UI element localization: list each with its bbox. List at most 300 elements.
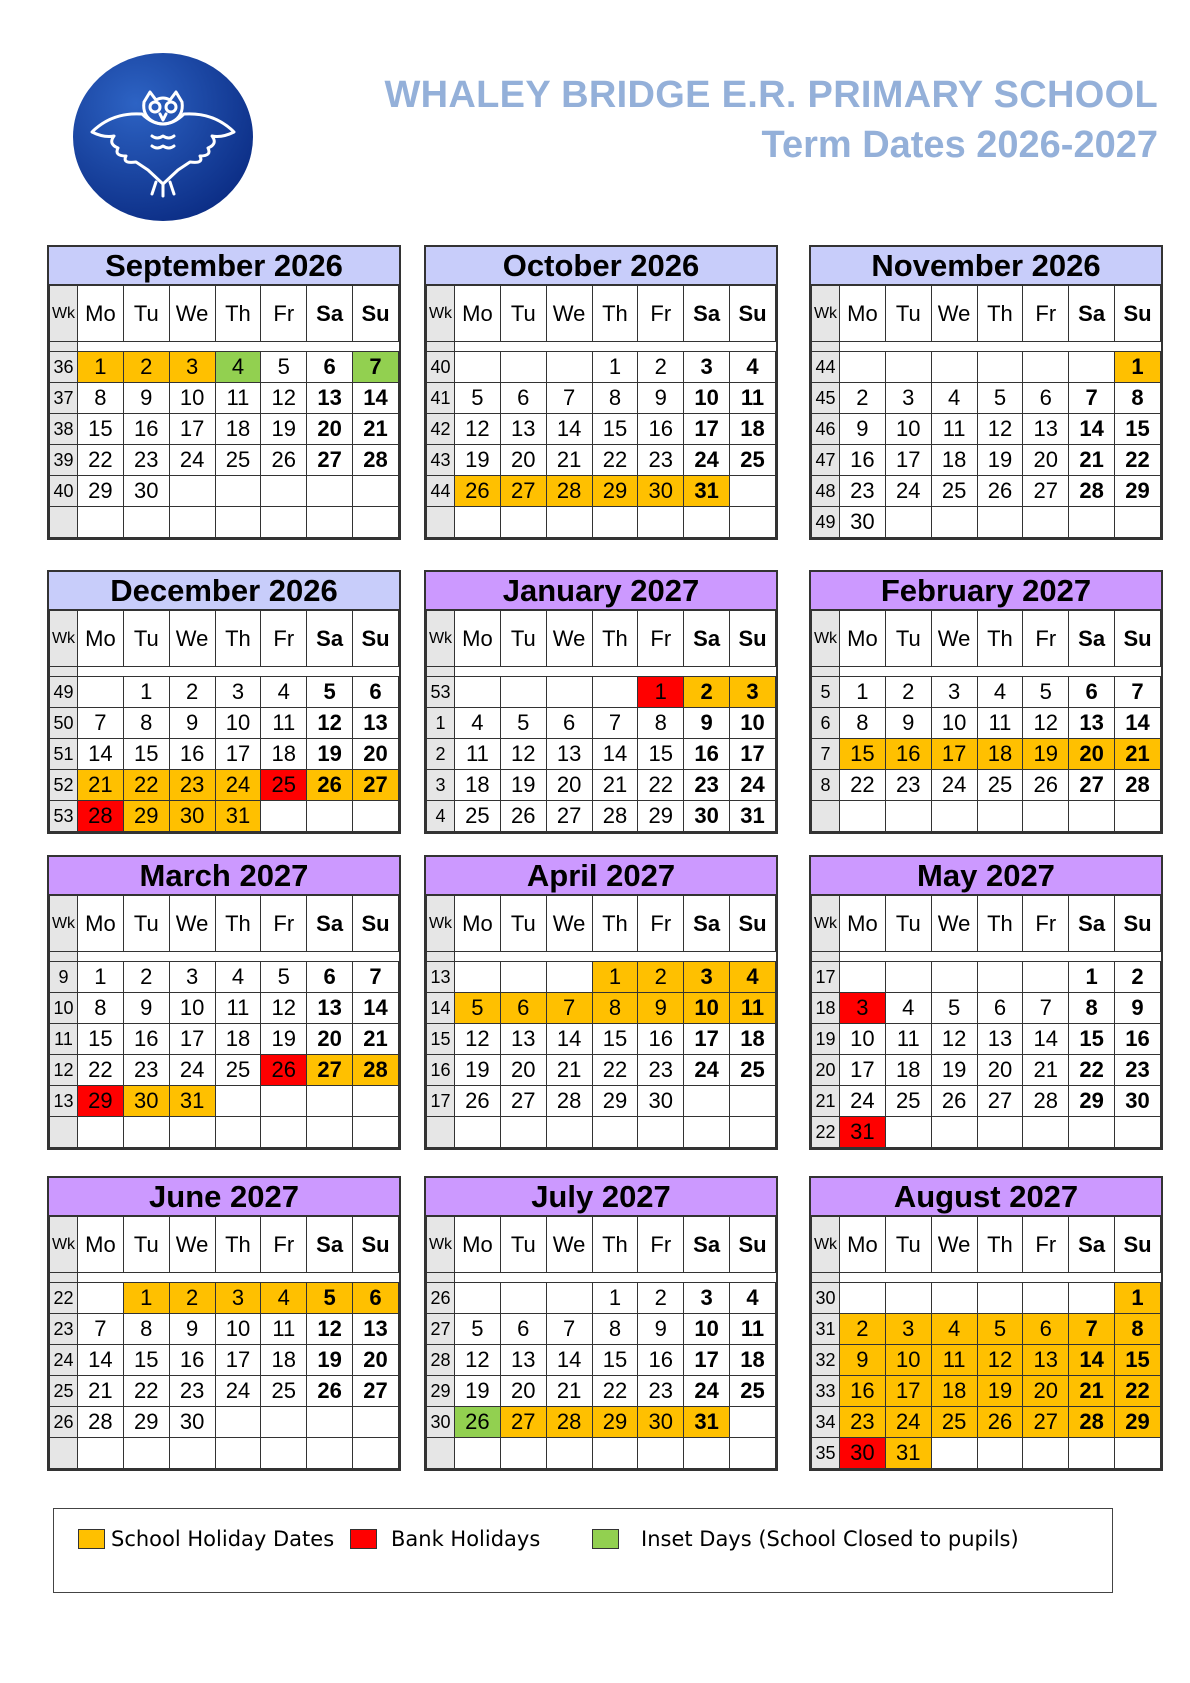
day-cell: 18 [455, 770, 501, 801]
weekday-header: Wk [50, 611, 78, 667]
week-row [50, 739, 399, 770]
week-number: 47 [812, 445, 840, 476]
day-cell: 14 [546, 1345, 592, 1376]
day-cell: 15 [78, 414, 124, 445]
day-cell: 12 [455, 414, 501, 445]
weekday-header: Fr [261, 1217, 307, 1273]
week-number [50, 1438, 78, 1469]
week-row [427, 962, 776, 993]
weekday-header: Sa [1069, 286, 1115, 342]
weekday-header: Wk [427, 1217, 455, 1273]
day-cell: 18 [730, 1345, 776, 1376]
day-cell [885, 1283, 931, 1314]
day-cell [638, 507, 684, 538]
weekday-header: Fr [638, 611, 684, 667]
month-may-2027 [809, 855, 1163, 1150]
day-cell [931, 801, 977, 832]
day-cell: 9 [885, 708, 931, 739]
day-cell: 27 [307, 445, 353, 476]
weekday-header: Mo [78, 286, 124, 342]
day-cell: 8 [840, 708, 886, 739]
day-cell: 30 [638, 1407, 684, 1438]
week-row [812, 383, 1161, 414]
day-cell: 8 [592, 1314, 638, 1345]
day-cell [977, 801, 1023, 832]
day-cell: 1 [592, 962, 638, 993]
day-cell: 7 [1115, 677, 1161, 708]
day-cell: 24 [215, 1376, 261, 1407]
day-cell: 10 [885, 1345, 931, 1376]
week-row [427, 1376, 776, 1407]
day-cell: 4 [931, 383, 977, 414]
day-cell [169, 507, 215, 538]
week-row [50, 1024, 399, 1055]
day-cell: 14 [78, 1345, 124, 1376]
weekday-header: Tu [885, 896, 931, 952]
weekday-header: Fr [261, 611, 307, 667]
week-row [427, 708, 776, 739]
day-cell [455, 1283, 501, 1314]
day-cell: 24 [730, 770, 776, 801]
day-cell [885, 507, 931, 538]
day-cell: 23 [169, 1376, 215, 1407]
weekday-header: Tu [123, 611, 169, 667]
day-cell [307, 1438, 353, 1469]
week-row [50, 352, 399, 383]
day-cell [1115, 1438, 1161, 1469]
week-row [812, 1283, 1161, 1314]
week-number: 21 [812, 1086, 840, 1117]
month-july-2027 [424, 1176, 778, 1471]
week-row [427, 1024, 776, 1055]
week-number: 7 [812, 739, 840, 770]
weekday-header: Su [1115, 896, 1161, 952]
day-cell: 24 [215, 770, 261, 801]
day-cell: 19 [1023, 739, 1069, 770]
weekday-header: Tu [123, 1217, 169, 1273]
legend-item-holiday [78, 1527, 334, 1551]
holiday-swatch [78, 1529, 105, 1549]
week-number: 16 [427, 1055, 455, 1086]
day-cell: 9 [638, 383, 684, 414]
day-cell: 19 [977, 445, 1023, 476]
day-cell: 27 [500, 1407, 546, 1438]
week-row [50, 414, 399, 445]
week-row [427, 476, 776, 507]
day-cell: 9 [123, 383, 169, 414]
weekday-header: Sa [1069, 1217, 1115, 1273]
day-cell: 27 [500, 1086, 546, 1117]
day-cell: 21 [353, 1024, 399, 1055]
day-cell: 13 [353, 708, 399, 739]
weekday-header: Tu [885, 286, 931, 342]
week-row [50, 1407, 399, 1438]
weekday-header: Mo [78, 896, 124, 952]
day-cell: 2 [638, 962, 684, 993]
month-september-2026 [47, 245, 401, 540]
day-cell [353, 1117, 399, 1148]
day-cell: 27 [546, 801, 592, 832]
weekday-header: We [546, 286, 592, 342]
day-cell: 13 [307, 993, 353, 1024]
week-row [812, 507, 1161, 538]
day-cell: 27 [1023, 1407, 1069, 1438]
day-cell: 27 [500, 476, 546, 507]
day-cell [261, 801, 307, 832]
day-cell: 28 [546, 1407, 592, 1438]
day-cell: 3 [684, 1283, 730, 1314]
week-number: 2 [427, 739, 455, 770]
day-cell: 18 [931, 445, 977, 476]
week-row [427, 1055, 776, 1086]
day-cell [592, 1438, 638, 1469]
day-cell: 22 [840, 770, 886, 801]
week-number: 39 [50, 445, 78, 476]
day-cell: 7 [78, 1314, 124, 1345]
day-cell: 10 [215, 708, 261, 739]
day-cell [455, 962, 501, 993]
day-cell: 7 [546, 993, 592, 1024]
weekday-header: Wk [812, 896, 840, 952]
weekday-header: Sa [307, 286, 353, 342]
day-cell [455, 1117, 501, 1148]
day-cell [546, 1283, 592, 1314]
day-cell: 27 [353, 770, 399, 801]
day-cell: 29 [78, 1086, 124, 1117]
day-cell: 28 [353, 445, 399, 476]
day-cell: 7 [78, 708, 124, 739]
day-cell [592, 1117, 638, 1148]
day-cell: 11 [885, 1024, 931, 1055]
week-row [812, 801, 1161, 832]
day-cell: 14 [1115, 708, 1161, 739]
day-cell [730, 1407, 776, 1438]
day-cell: 26 [261, 1055, 307, 1086]
day-cell: 11 [261, 708, 307, 739]
day-cell: 23 [638, 1376, 684, 1407]
month-august-2027 [809, 1176, 1163, 1471]
day-cell: 8 [592, 993, 638, 1024]
day-cell: 16 [123, 1024, 169, 1055]
week-row [812, 1055, 1161, 1086]
day-cell [977, 507, 1023, 538]
day-cell: 23 [638, 445, 684, 476]
week-number: 50 [50, 708, 78, 739]
day-cell: 1 [78, 352, 124, 383]
week-row [50, 677, 399, 708]
day-cell: 31 [730, 801, 776, 832]
weekday-header: We [546, 1217, 592, 1273]
day-cell [840, 1283, 886, 1314]
day-cell: 8 [1115, 1314, 1161, 1345]
day-cell: 28 [1023, 1086, 1069, 1117]
day-cell: 21 [1023, 1055, 1069, 1086]
weekday-header: Su [1115, 1217, 1161, 1273]
day-cell: 23 [123, 445, 169, 476]
weekday-header: Tu [500, 286, 546, 342]
day-cell: 12 [977, 414, 1023, 445]
legend-item-bank [350, 1527, 540, 1551]
day-cell: 30 [1115, 1086, 1161, 1117]
day-cell [931, 507, 977, 538]
day-cell: 20 [307, 1024, 353, 1055]
day-cell: 22 [1115, 1376, 1161, 1407]
month-title: November 2026 [811, 247, 1161, 285]
day-cell: 13 [1023, 414, 1069, 445]
day-cell: 6 [546, 708, 592, 739]
weekday-header: Th [977, 611, 1023, 667]
day-cell: 1 [1115, 352, 1161, 383]
weekday-header: We [546, 611, 592, 667]
week-row [812, 352, 1161, 383]
day-cell: 12 [261, 993, 307, 1024]
week-row [812, 1086, 1161, 1117]
day-cell: 24 [885, 1407, 931, 1438]
day-cell: 18 [215, 414, 261, 445]
weekday-header: Su [730, 896, 776, 952]
day-cell: 19 [307, 739, 353, 770]
day-cell: 13 [500, 1345, 546, 1376]
week-number: 43 [427, 445, 455, 476]
week-number: 29 [427, 1376, 455, 1407]
weekday-header: We [169, 286, 215, 342]
day-cell: 30 [638, 476, 684, 507]
day-cell: 26 [500, 801, 546, 832]
day-cell: 31 [885, 1438, 931, 1469]
week-row [50, 1086, 399, 1117]
week-row [50, 801, 399, 832]
day-cell: 9 [840, 1345, 886, 1376]
week-number: 53 [427, 677, 455, 708]
day-cell [78, 1438, 124, 1469]
month-december-2026 [47, 570, 401, 834]
day-cell [885, 1117, 931, 1148]
week-number: 10 [50, 993, 78, 1024]
day-cell [885, 962, 931, 993]
day-cell [500, 962, 546, 993]
day-cell [546, 677, 592, 708]
week-number: 28 [427, 1345, 455, 1376]
day-cell: 23 [684, 770, 730, 801]
day-cell: 19 [307, 1345, 353, 1376]
day-cell: 6 [307, 962, 353, 993]
day-cell: 22 [123, 770, 169, 801]
day-cell: 23 [885, 770, 931, 801]
day-cell: 9 [638, 993, 684, 1024]
weekday-header: Th [977, 896, 1023, 952]
day-cell: 28 [1069, 1407, 1115, 1438]
day-cell [885, 352, 931, 383]
day-cell: 15 [1115, 414, 1161, 445]
day-cell [931, 352, 977, 383]
weekday-header: Mo [455, 286, 501, 342]
weekday-header: Su [730, 1217, 776, 1273]
weekday-header: Mo [455, 611, 501, 667]
day-cell: 4 [215, 962, 261, 993]
day-cell [684, 1117, 730, 1148]
week-row [812, 1376, 1161, 1407]
week-number: 9 [50, 962, 78, 993]
day-cell: 6 [1069, 677, 1115, 708]
weekday-header: Mo [78, 1217, 124, 1273]
day-cell: 30 [840, 507, 886, 538]
month-title: April 2027 [426, 857, 776, 895]
week-row [427, 383, 776, 414]
day-cell: 14 [353, 383, 399, 414]
day-cell: 23 [123, 1055, 169, 1086]
day-cell: 20 [500, 1055, 546, 1086]
week-row [50, 1117, 399, 1148]
day-cell: 2 [169, 1283, 215, 1314]
day-cell: 14 [1069, 1345, 1115, 1376]
day-cell: 10 [684, 383, 730, 414]
day-cell: 10 [730, 708, 776, 739]
day-cell: 17 [730, 739, 776, 770]
day-cell [455, 352, 501, 383]
month-title: July 2027 [426, 1178, 776, 1216]
day-cell: 11 [977, 708, 1023, 739]
week-number: 11 [50, 1024, 78, 1055]
week-number: 30 [812, 1283, 840, 1314]
weekday-header: Mo [840, 896, 886, 952]
day-cell: 10 [684, 993, 730, 1024]
day-cell: 3 [169, 352, 215, 383]
weekday-header: Tu [500, 1217, 546, 1273]
day-cell: 11 [215, 383, 261, 414]
week-number: 22 [812, 1117, 840, 1148]
week-number: 23 [50, 1314, 78, 1345]
weekday-header: Th [592, 1217, 638, 1273]
day-cell: 24 [684, 1376, 730, 1407]
week-row [427, 1086, 776, 1117]
week-number [427, 1117, 455, 1148]
weekday-header: We [546, 896, 592, 952]
day-cell: 8 [78, 383, 124, 414]
day-cell [546, 1438, 592, 1469]
week-number: 5 [812, 677, 840, 708]
day-cell: 25 [261, 1376, 307, 1407]
day-cell: 20 [1069, 739, 1115, 770]
day-cell: 2 [169, 677, 215, 708]
day-cell: 6 [1023, 383, 1069, 414]
day-cell [840, 352, 886, 383]
day-cell: 8 [123, 708, 169, 739]
weekday-header: Sa [684, 896, 730, 952]
weekday-header: Wk [427, 611, 455, 667]
day-cell [307, 1086, 353, 1117]
day-cell: 21 [353, 414, 399, 445]
day-cell: 29 [1069, 1086, 1115, 1117]
day-cell [215, 1438, 261, 1469]
day-cell [261, 1438, 307, 1469]
weekday-header: Th [215, 611, 261, 667]
week-row [812, 476, 1161, 507]
day-cell [977, 1117, 1023, 1148]
legend [53, 1508, 1113, 1593]
day-cell: 15 [592, 414, 638, 445]
day-cell: 27 [1069, 770, 1115, 801]
weekday-header: Sa [684, 286, 730, 342]
weekday-header: Su [353, 1217, 399, 1273]
day-cell: 26 [455, 1407, 501, 1438]
weekday-header: Wk [50, 1217, 78, 1273]
day-cell [261, 1117, 307, 1148]
week-row [427, 1117, 776, 1148]
day-cell: 5 [455, 993, 501, 1024]
weekday-header: Th [215, 896, 261, 952]
weekday-header: Fr [1023, 1217, 1069, 1273]
day-cell: 6 [353, 1283, 399, 1314]
day-cell [500, 352, 546, 383]
week-row [427, 1438, 776, 1469]
day-cell: 29 [592, 476, 638, 507]
day-cell: 22 [592, 1055, 638, 1086]
day-cell: 20 [546, 770, 592, 801]
month-title: October 2026 [426, 247, 776, 285]
weekday-header: Sa [307, 611, 353, 667]
month-title: May 2027 [811, 857, 1161, 895]
day-cell: 4 [261, 1283, 307, 1314]
week-number [427, 1438, 455, 1469]
day-cell: 8 [638, 708, 684, 739]
day-cell: 17 [684, 1345, 730, 1376]
day-cell: 12 [455, 1345, 501, 1376]
weekday-header: Fr [261, 286, 307, 342]
week-row [50, 962, 399, 993]
weekday-header: Th [977, 1217, 1023, 1273]
day-cell: 31 [684, 1407, 730, 1438]
day-cell: 18 [261, 739, 307, 770]
day-cell: 6 [500, 993, 546, 1024]
week-number: 14 [427, 993, 455, 1024]
weekday-header: Wk [812, 1217, 840, 1273]
day-cell [215, 1117, 261, 1148]
week-row [50, 770, 399, 801]
day-cell: 23 [840, 476, 886, 507]
day-cell [730, 1086, 776, 1117]
day-cell: 3 [730, 677, 776, 708]
day-cell: 14 [1023, 1024, 1069, 1055]
week-row [427, 1314, 776, 1345]
day-cell: 22 [638, 770, 684, 801]
day-cell [123, 1117, 169, 1148]
day-cell: 3 [885, 383, 931, 414]
weekday-header: Su [353, 286, 399, 342]
day-cell [1069, 1438, 1115, 1469]
day-cell: 15 [638, 739, 684, 770]
day-cell [1069, 352, 1115, 383]
day-cell: 4 [215, 352, 261, 383]
week-row [50, 445, 399, 476]
school-name: WHALEY BRIDGE E.R. PRIMARY SCHOOL [384, 74, 1158, 116]
day-cell: 22 [592, 1376, 638, 1407]
week-number [50, 507, 78, 538]
day-cell: 12 [931, 1024, 977, 1055]
day-cell: 20 [1023, 445, 1069, 476]
month-title: September 2026 [49, 247, 399, 285]
day-cell: 26 [261, 445, 307, 476]
day-cell: 13 [546, 739, 592, 770]
day-cell [500, 677, 546, 708]
day-cell [1069, 507, 1115, 538]
day-cell [546, 507, 592, 538]
week-number: 44 [427, 476, 455, 507]
day-cell: 27 [977, 1086, 1023, 1117]
weekday-header: We [931, 896, 977, 952]
day-cell [123, 507, 169, 538]
week-number: 53 [50, 801, 78, 832]
week-row [427, 507, 776, 538]
